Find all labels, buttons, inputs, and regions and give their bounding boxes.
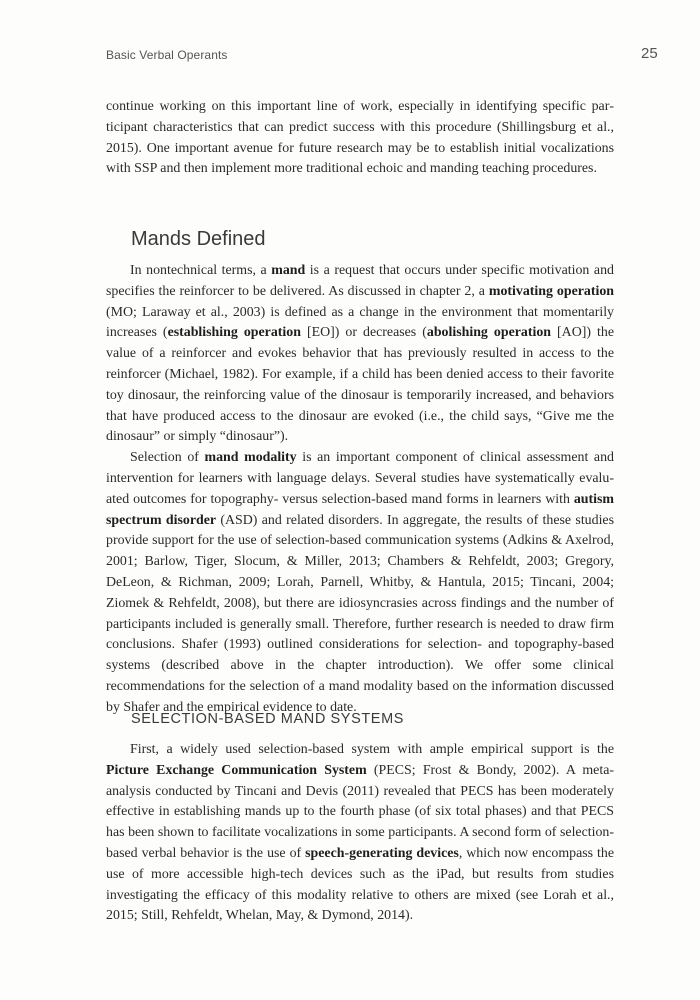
paragraph: continue working on this important line of work, especially in identifying specific participant characteristics that can predict success with this procedure (Shillingsburg et al., 2015). One important avenue for future research may be to establish initial vocalizations with SSP and then implement more traditional echoic and manding teaching procedures. xyxy=(106,99,614,177)
text-run: , which now encompass the use of more accessible high-tech devices such as the iPad, but results from studies investigating the efficacy of this modality relative to others are mixed (see Lorah et al., 2015; Still, Rehfeldt, Whelan, May, & Dymond, 2014). xyxy=(106,845,615,924)
text-run: is an important component of clinical assessment and intervention for learners with language delays. Several studies have systematically evaluated outcomes for topography- versus selection-based mand forms in learners with xyxy=(106,450,614,507)
text-run: (MO; Laraway et al., 2003) is defined as a change in the environment that momentarily increases ( xyxy=(106,304,614,341)
term-motivating-operation: motivating operation xyxy=(488,283,615,299)
selection-based-section xyxy=(106,740,614,927)
text-run: [EO]) or decreases ( xyxy=(300,325,427,341)
text-run: (PECS; Frost & Bondy, 2002). A meta-analysis conducted by Tincani and Devis (2011) revealed that PECS has been moderately effective in establishing mands up to the fourth phase (of six total phases) and that PECS has been shown to facilitate vocalizations in some participants. A second form of selection-based verbal behavior is the use of xyxy=(106,762,614,861)
term-mand-modality: mand modality xyxy=(204,450,297,466)
paragraph xyxy=(106,261,614,448)
term-speech-generating-devices: speech-generating devices xyxy=(305,845,459,861)
continuation-block xyxy=(106,97,614,180)
text-run: is a request that occurs under specific motivation and specifies the reinforcer to be delivered. As discussed in chapter 2, a xyxy=(106,263,614,299)
running-head: Basic Verbal Operants xyxy=(106,48,228,62)
text-run: (ASD) and related disorders. In aggregate, the results of these studies provide support for the use of selection-based communication systems (Adkins & Axelrod, 2001; Barlow, Tiger, Slocum, & Miller, 2013; Chambers & Rehfeldt, 2003; Gregory, DeLeon, & Richman, 2009; Lorah, Parnell, Whitby, & Hantula, 2015; Tincani, 2004; Ziomek & Rehfeldt, 2008), but there are idiosyncrasies across findings and the number of participants included is generally small. Therefore, further research is needed to draw firm conclusions. Shafer (1993) outlined considerations for selection- and topography-based systems (described above in the chapter introduction). We offer some clinical recommendations for the selection of a mand modality based on the information discussed by Shafer and the empirical evidence to date. xyxy=(106,512,614,715)
term-autism-spectrum-disorder: autism spectrum disorder xyxy=(106,491,614,528)
mands-defined-section xyxy=(106,261,614,719)
page-number: 25 xyxy=(641,45,658,62)
term-pecs: Picture Exchange Communication System xyxy=(106,762,367,778)
term-mand: mand xyxy=(271,263,306,278)
term-establishing-operation: establishing operation xyxy=(167,325,301,341)
subsection-heading-selection-based: SELECTION-BASED MAND SYSTEMS xyxy=(131,711,405,727)
text-run: Selection of xyxy=(130,450,205,466)
term-abolishing-operation: abolishing operation xyxy=(426,325,552,341)
text-run: In nontechnical terms, a xyxy=(130,263,272,278)
text-run: [AO]) the value of a reinforcer and evokes behavior that has previously resulted in access to the reinforcer (Michael, 1982). For example, if a child has been denied access to their favorite toy dinosaur, the reinforcing value of the dinosaur is temporarily increased, and behaviors that have produced access to the dinosaur are evoked (i.e., the child says, “Give me the dinosaur” or simply “dinosaur”). xyxy=(106,325,614,445)
paragraph xyxy=(106,448,614,718)
paragraph xyxy=(106,740,614,927)
text-run: First, a widely used selection-based system with ample empirical support is the xyxy=(130,742,614,757)
section-heading-mands-defined: Mands Defined xyxy=(131,228,266,250)
